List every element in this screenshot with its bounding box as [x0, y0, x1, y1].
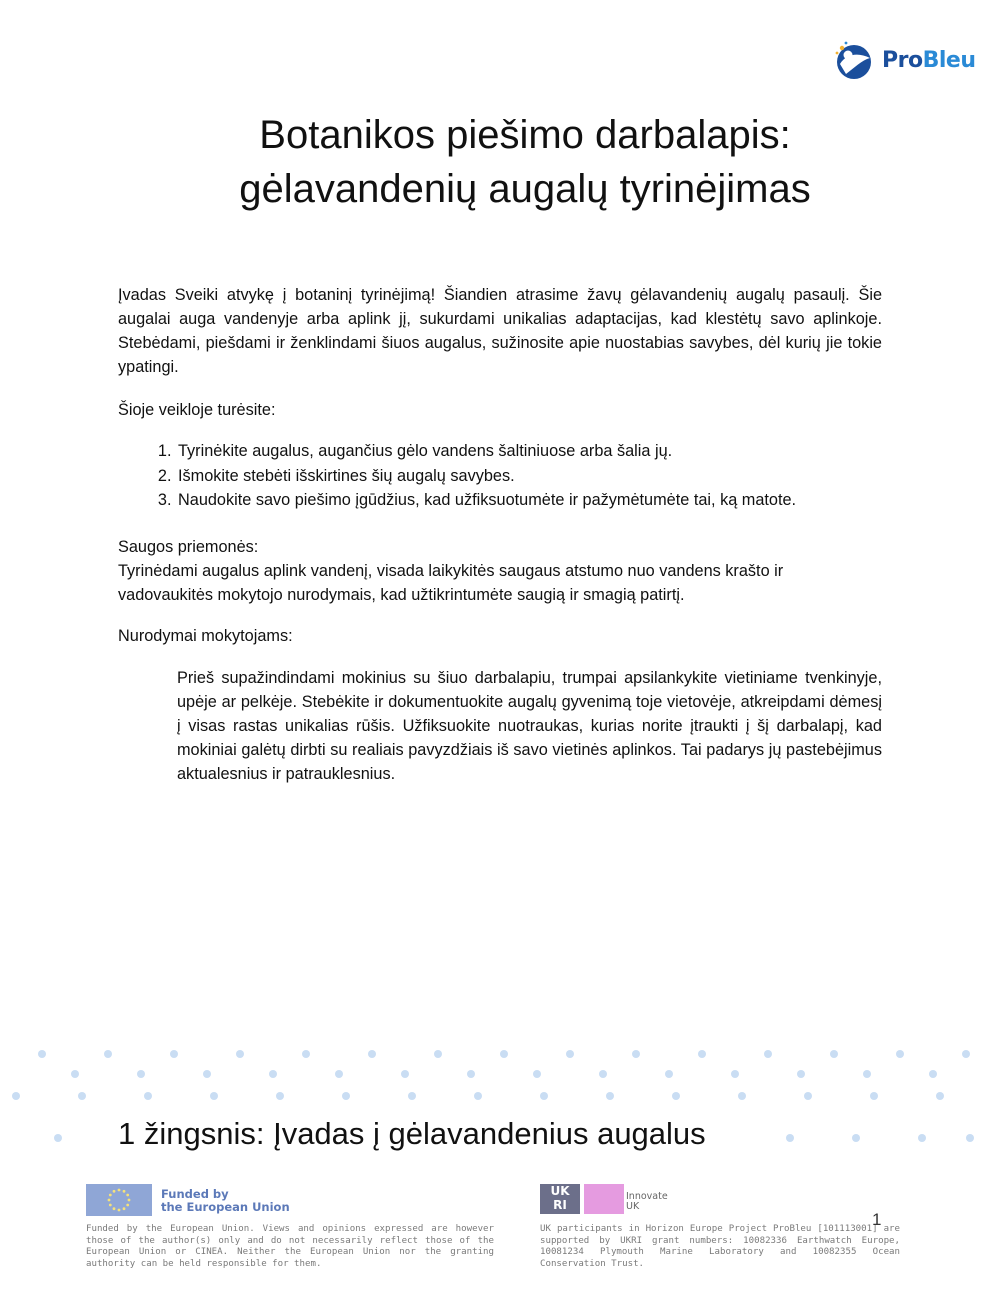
intro-paragraph: Įvadas Sveiki atvykę į botaninį tyrinėjimą! Šiandien atrasime žavų gėlavandenių augalų pasaulį. Šie augalai auga vandenyje arba aplink jį, sukurdami unikalias adaptacijas, kad klestėtų savo aplinkoje. Stebėdami, piešdami ir ženklindami šiuos augalus, sužinosite apie nuostabias savybes, dėl kurių jie tokie ypatingi. [118, 286, 882, 376]
page-title [120, 108, 930, 216]
teacher-instructions: Prieš supažindindami mokinius su šiuo darbalapiu, trumpai apsilankykite vietiniame tvenkinyje, upėje ar pelkėje. Stebėkite ir dokumentuokite augalų gyvenimą toje vietovėje, atkreipdami dėmesį į visas rastas unikalias rūšis. Užfiksuokite nuotraukas, kurias norite įtraukti į šį darbalapį, kad mokiniai galėtų dirbti su realiais pavyzdžiais iš savo vietinės aplinkos. Tai padarys jų pastebėjimus aktualesnius ir patrauklesnius. [177, 669, 882, 783]
teacher-heading: Nurodymai mokytojams: [118, 627, 293, 645]
ukri-logo: UK RI [540, 1184, 580, 1214]
safety-heading: Saugos priemonės: [118, 538, 259, 556]
task-item: 3. Naudokite savo piešimo įgūdžius, kad užfiksuotumėte ir pažymėtumėte tai, ką matote. [176, 488, 956, 513]
task-item: 2. Išmokite stebėti išskirtines šių augalų savybes. [176, 464, 956, 489]
eu-disclaimer: Funded by the European Union. Views and opinions expressed are however those of the author(s) only and do not necessarily reflect those of the European Union or CINEA. Neither the European Union nor the granting authority can be held responsible for them. [86, 1224, 494, 1269]
probleu-logo-text: ProBleu [882, 47, 976, 73]
safety-section [118, 535, 882, 607]
task-list [118, 439, 956, 513]
innovate-uk-label: Innovate UK [626, 1191, 668, 1212]
ukri-disclaimer: UK participants in Horizon Europe Project ProBleu [101113001] are supported by UKRI grant numbers: 10082336 Earthwatch Europe, 10081234 Plymouth Marine Laboratory and 10082355 Ocean Conservation Trust. [540, 1224, 900, 1269]
page-number: 1 [872, 1210, 882, 1229]
page-title-line-1: Botanikos piešimo darbalapis: [259, 113, 791, 157]
probleu-logo-icon [832, 38, 876, 82]
innovate-uk-logo [584, 1184, 624, 1214]
page-title-line-2: gėlavandenių augalų tyrinėjimas [239, 167, 811, 211]
task-item: 1. Tyrinėkite augalus, augančius gėlo vandens šaltiniuose arba šalia jų. [176, 439, 956, 464]
eu-funded-label: Funded by the European Union [161, 1187, 290, 1214]
funding-footer [0, 1180, 1000, 1280]
probleu-logo [832, 38, 976, 82]
eu-flag-icon [86, 1184, 152, 1216]
step-1-heading: 1 žingsnis: Įvadas į gėlavandenius augalus [118, 1116, 706, 1151]
safety-text: Tyrinėdami augalus aplink vandenį, visada laikykitės saugaus atstumo nuo vandens krašto ir vadovaukitės mokytojo nurodymais, kad užtikrintumėte saugią ir smagią patirtį. [118, 562, 784, 604]
activity-lead: Šioje veikloje turėsite: [118, 401, 276, 419]
